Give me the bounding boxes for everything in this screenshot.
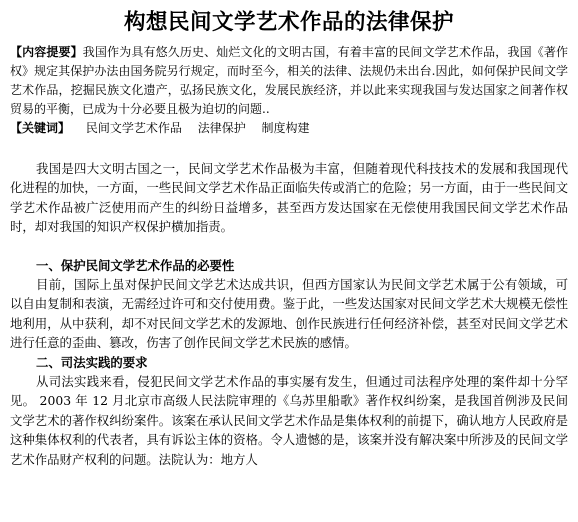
section-paragraph: 从司法实践来看，侵犯民间文学艺术作品的事实屡有发生，但通过司法程序处理的案件却十分罕见。 2003 年 12 月北京市高级人民法院审理的《乌苏里船歌》著作权纠纷案，是我国首例涉及民间文学艺术的著作权纠纷案件。该案在承认民间文学艺术作品是集体权利的前提下，确认地方人民政府是这种集体权利的代表者，具有诉讼主体的资格。令人遗憾的是，该案并没有解决案中所涉及的民间文学艺术作品财产权利的问题。法院认为：地方人 — [10, 374, 568, 467]
document-title: 构想民间文学艺术作品的法律保护 — [123, 10, 454, 35]
keyword-item: 法律保护 — [197, 121, 246, 135]
abstract-text: 我国作为具有悠久历史、灿烂文化的文明古国，有着丰富的民间文学艺术作品，我国《著作权》规定其保护办法由国务院另行规定，而时至今，相关的法律、法规仍未出台.因此，如何保护民间文学艺术作品，挖掘民族文化遗产，弘扬民族文化，发展民族经济，并以此来实现我国与发达国家之间著作权贸易的平衡，已成为十分必要且极为迫切的问题.. — [10, 45, 568, 116]
keywords-label: 【关键词】 — [10, 121, 71, 135]
section-heading: 一、保护民间文学艺术作品的必要性 — [36, 257, 235, 273]
section-heading: 二、司法实践的要求 — [36, 354, 148, 370]
spacer — [10, 237, 568, 256]
spacer — [10, 138, 568, 159]
keyword-item: 民间文学艺术作品 — [85, 121, 182, 135]
abstract-label: 【内容提要】 — [10, 45, 83, 59]
intro-paragraph: 我国是四大文明古国之一，民间文学艺术作品极为丰富，但随着现代科技技术的发展和我国现代化进程的加快，一方面，一些民间文学艺术作品正面临失传或消亡的危险；另一方面，由于一些民间文学艺术作品被广泛使用而产生的纠纷日益增多，甚至西方发达国家在无偿使用我国民间文学艺术作品时，却对我国的知识产权保护横加指责。 — [10, 161, 568, 235]
keywords-block — [10, 119, 568, 138]
abstract-block — [10, 43, 568, 119]
keyword-item: 制度构建 — [261, 121, 310, 135]
section-paragraph: 目前，国际上虽对保护民间文学艺术达成共识，但西方国家认为民间文学艺术属于公有领域，可以自由复制和表演，无需经过许可和交付使用费。鉴于此，一些发达国家对民间文学艺术大规模无偿性地利用，从中获利，却不对民间文学艺术的发源地、创作民族进行任何经济补偿，甚至对民间文学艺术进行任意的歪曲、篡改，伤害了创作民间文学艺术民族的感情。 — [10, 277, 568, 351]
